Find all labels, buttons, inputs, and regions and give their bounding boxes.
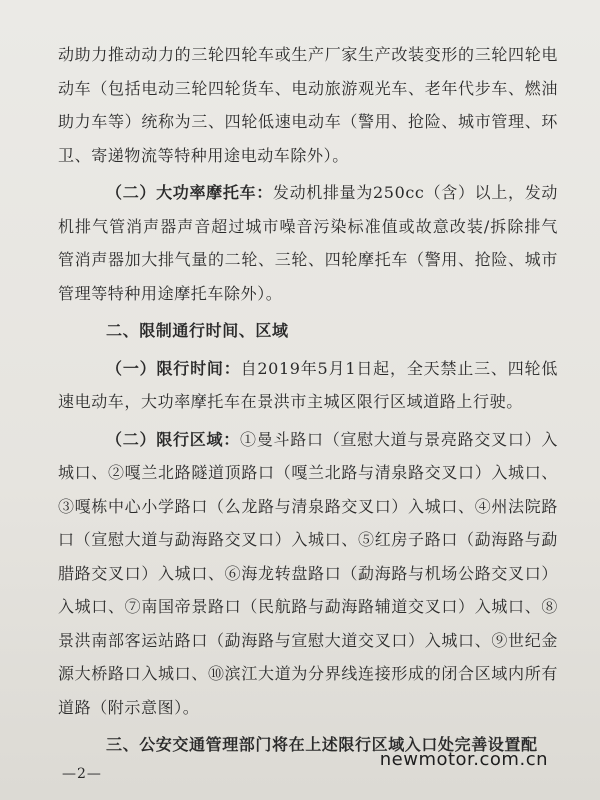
heading-restriction-time-area: 二、限制通行时间、区域 (106, 321, 289, 340)
page-number: —2— (62, 766, 102, 782)
paragraph-restriction-time (58, 352, 558, 419)
paragraph-vehicle-definition: 动助力推动动力的三轮四轮车或生产厂家生产改装变形的三轮四轮电动车（包括电动三轮四轮货车、电动旅游观光车、老年代步车、燃油助力车等）统称为三、四轮低速电动车（警用、抢险、城市管理、环卫、寄递物流等特种用途电动车除外）。 (58, 45, 558, 165)
heading-traffic-management: 三、公安交通管理部门将在上述限行区域入口处完善设置配 (106, 735, 538, 754)
paragraph-restriction-area (58, 423, 558, 725)
paragraph-large-motorcycle (58, 176, 558, 310)
section-text-restriction-area: ①曼斗路口（宣慰大道与景亮路交叉口）入城口、②嘎兰北路隧道顶路口（嘎兰北路与清泉路交叉口）入城口、③嘎栋中心小学路口（么龙路与清泉路交叉口）入城口、④州法院路口（宣慰大道与勐海路交叉口）入城口、⑤红房子路口（勐海路与勐腊路交叉口）入城口、⑥海龙转盘路口（勐海路与机场公路交叉口）入城口、⑦南国帝景路口（民航路与勐海路辅道交叉口）入城口、⑧景洪南部客运站路口（勐海路与宣慰大道交叉口）入城口、⑨世纪金源大桥路口入城口、⑩滨江大道为分界线连接形成的闭合区域内所有道路（附示意图）。 (58, 429, 558, 717)
section-text-restriction-time: 自2019年5月1日起，全天禁止三、四轮低速电动车，大功率摩托车在景洪市主城区限行区域道路上行驶。 (58, 358, 558, 411)
section-text-large-motorcycle: 发动机排量为250cc（含）以上，发动机排气管消声器声音超过城市噪音污染标准值或故意改装/拆除排气管消声器加大排气量的二轮、三轮、四轮摩托车（警用、抢险、城市管理等特种用途摩托车除外）。 (58, 183, 558, 303)
document-body (58, 38, 558, 762)
section-label-restriction-time: （一）限行时间： (106, 358, 241, 378)
section-label-restriction-area: （二）限行区域： (106, 429, 240, 449)
section-label-large-motorcycle: （二）大功率摩托车： (106, 183, 273, 202)
watermark: newmotor.com.cn (379, 749, 548, 770)
